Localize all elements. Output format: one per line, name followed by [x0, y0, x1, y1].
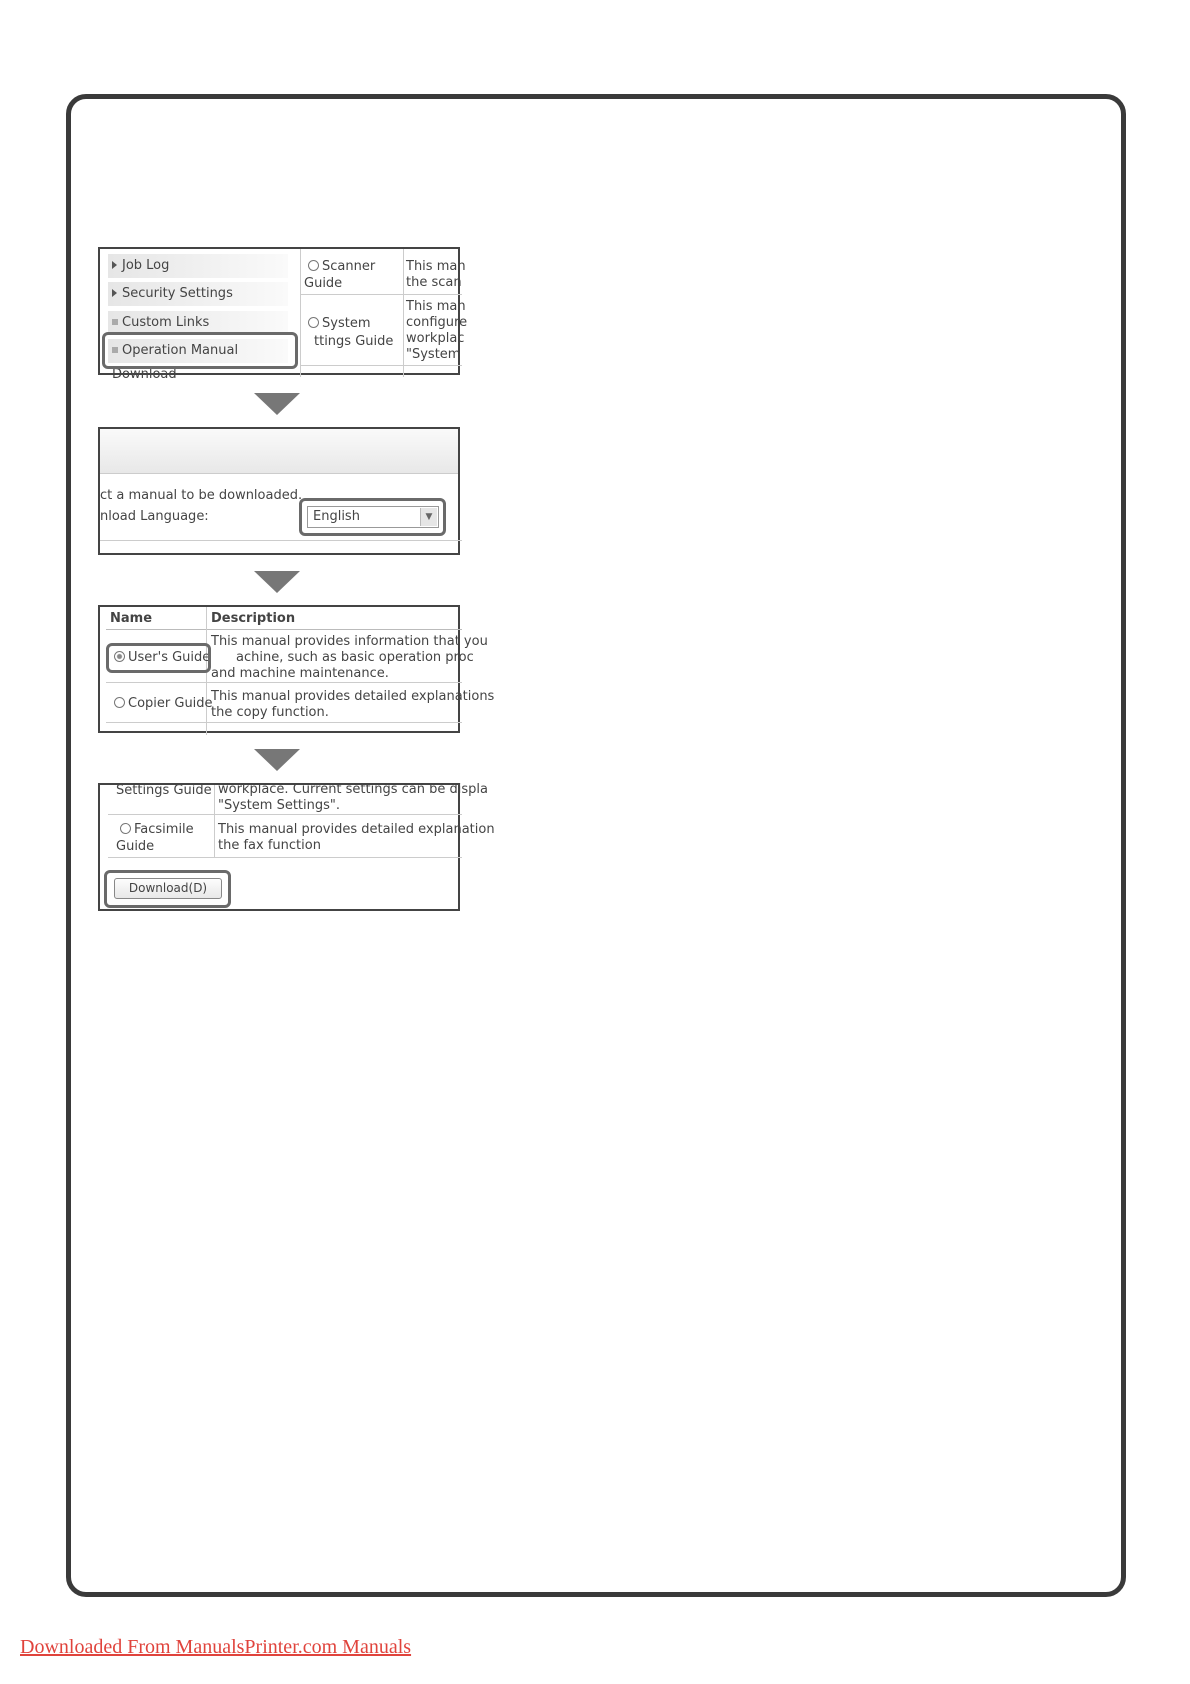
- highlight-box: [106, 643, 211, 673]
- down-arrow-icon: [254, 749, 300, 771]
- users-guide-option[interactable]: User's Guide: [114, 650, 210, 665]
- settings-desc: "System Settings".: [218, 798, 341, 813]
- down-arrow-icon: [254, 571, 300, 593]
- radio-icon: [308, 317, 319, 328]
- table-divider: [300, 249, 301, 377]
- copier-desc: the copy function.: [211, 705, 329, 720]
- language-label: nload Language:: [100, 509, 209, 524]
- facsimile-desc: This manual provides detailed explanation: [218, 822, 495, 837]
- panel-header: [100, 429, 458, 474]
- column-header-name: Name: [110, 611, 153, 626]
- menu-label: Security Settings: [122, 286, 233, 301]
- settings-guide-label: Settings Guide: [116, 783, 212, 798]
- radio-icon: [114, 697, 125, 708]
- menu-label: Custom Links: [122, 315, 210, 330]
- highlight-box: [299, 498, 446, 536]
- chevron-down-icon: ▼: [420, 508, 437, 526]
- highlight-box: [104, 870, 231, 908]
- users-desc: achine, such as basic operation proc: [236, 650, 474, 665]
- footer-download-link[interactable]: Downloaded From ManualsPrinter.com Manuals: [20, 1636, 412, 1658]
- screenshot-menu: [98, 247, 468, 382]
- table-divider: [106, 722, 462, 723]
- menu-label: Job Log: [122, 258, 170, 273]
- triangle-icon: [112, 289, 117, 297]
- down-arrow-icon: [254, 393, 300, 415]
- radio-icon: [120, 823, 131, 834]
- screenshot-language: [98, 427, 460, 555]
- system-guide-option[interactable]: System: [308, 316, 370, 331]
- facsimile-guide-option[interactable]: Facsimile: [120, 822, 194, 837]
- column-header-description: Description: [211, 611, 296, 626]
- system-desc: configure: [406, 315, 468, 330]
- system-desc: workplac: [406, 331, 465, 346]
- table-divider: [300, 365, 462, 366]
- copier-desc: This manual provides detailed explanations: [211, 689, 495, 704]
- table-divider: [300, 294, 462, 295]
- select-manual-text: ct a manual to be downloaded.: [100, 488, 303, 503]
- divider: [100, 540, 462, 541]
- scanner-guide-line2: Guide: [304, 276, 343, 291]
- table-divider: [108, 814, 462, 815]
- table-divider: [106, 629, 462, 630]
- table-divider: [108, 857, 462, 858]
- facsimile-guide-line2: Guide: [116, 839, 155, 854]
- language-value: English: [313, 509, 360, 524]
- table-divider: [106, 682, 462, 683]
- scanner-guide-option[interactable]: Scanner: [308, 259, 375, 274]
- system-desc: "System: [406, 347, 461, 362]
- copier-guide-option[interactable]: Copier Guide: [114, 696, 213, 711]
- table-divider: [214, 785, 215, 857]
- menu-label: Operation Manual Download: [112, 343, 239, 382]
- users-desc: This manual provides information that you: [211, 634, 488, 649]
- users-desc: and machine maintenance.: [211, 666, 389, 681]
- bullet-icon: [112, 319, 118, 325]
- settings-desc: workplace. Current settings can be displa: [218, 782, 488, 797]
- download-button[interactable]: Download(D): [114, 878, 222, 899]
- system-desc: This man: [406, 299, 466, 314]
- highlight-box: [102, 332, 298, 369]
- scanner-desc: the scan: [406, 275, 462, 290]
- scanner-desc: This man: [406, 259, 466, 274]
- triangle-icon: [112, 261, 117, 269]
- radio-icon: [308, 260, 319, 271]
- screenshot-download: [98, 782, 495, 911]
- table-divider: [403, 249, 404, 377]
- menu-item-security-settings[interactable]: [108, 282, 288, 306]
- facsimile-desc: the fax function: [218, 838, 321, 853]
- menu-item-job-log[interactable]: [108, 254, 288, 278]
- system-guide-line2: ttings Guide: [314, 334, 394, 349]
- screenshot-manual-list: [98, 605, 495, 733]
